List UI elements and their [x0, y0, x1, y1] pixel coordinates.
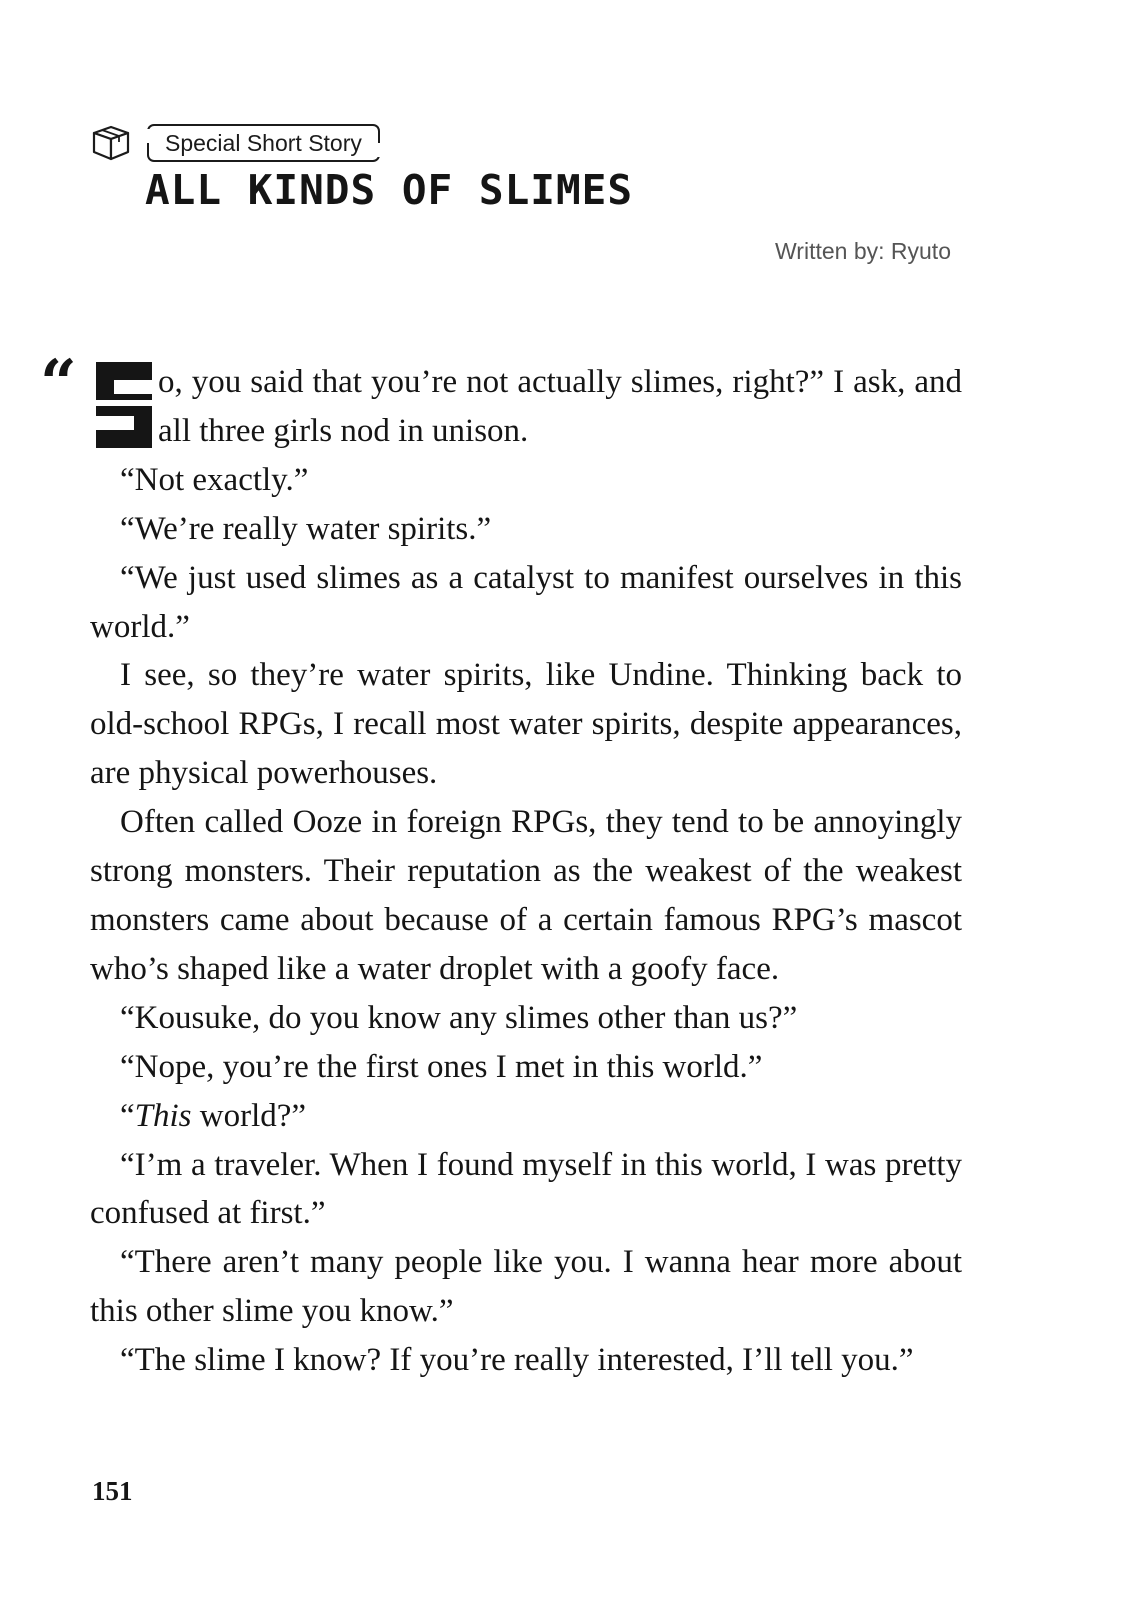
- paragraph: “We just used slimes as a catalyst to manifest ourselves in this world.”: [90, 559, 962, 645]
- story-title: ALL KINDS OF SLIMES: [145, 166, 633, 214]
- paragraph: “The slime I know? If you’re really interested, I’ll tell you.”: [120, 1342, 914, 1379]
- author-byline: Written by: Ryuto: [775, 238, 951, 264]
- story-body: [90, 358, 962, 1385]
- paragraph: “I’m a traveler. When I found myself in this world, I was pretty confused at first.”: [90, 1146, 962, 1232]
- paragraph: “We’re really water spirits.”: [120, 510, 492, 547]
- paragraph: o, you said that you’re not actually slimes, right?” I ask, and all three girls nod in unison.: [158, 364, 962, 449]
- page-number: 151: [92, 1476, 133, 1506]
- quote-rest: world?”: [191, 1097, 307, 1134]
- paragraph: “Kousuke, do you know any slimes other than us?”: [120, 999, 798, 1036]
- italic-word: This: [134, 1097, 192, 1134]
- paragraph: Often called Ooze in foreign RPGs, they tend to be annoyingly strong monsters. Their reputation as the weakest of the weakest monsters came about because of a certain famous RPG’s mascot who’s shaped like a water droplet with a goofy face.: [90, 804, 962, 987]
- paragraph: “Not exactly.”: [120, 461, 309, 498]
- paragraph: “There aren’t many people like you. I wanna hear more about this other slime you know.”: [90, 1244, 962, 1330]
- section-tag: Special Short Story: [147, 124, 380, 162]
- quote-open: “: [120, 1097, 135, 1134]
- box-icon: [90, 124, 132, 162]
- paragraph: I see, so they’re water spirits, like Undine. Thinking back to old-school RPGs, I recall most water spirits, despite appearances, are physical powerhouses.: [90, 657, 962, 792]
- paragraph: “Nope, you’re the first ones I met in this world.”: [120, 1048, 763, 1085]
- opening-quote-mark: “: [40, 346, 77, 421]
- paragraph: [90, 1092, 962, 1141]
